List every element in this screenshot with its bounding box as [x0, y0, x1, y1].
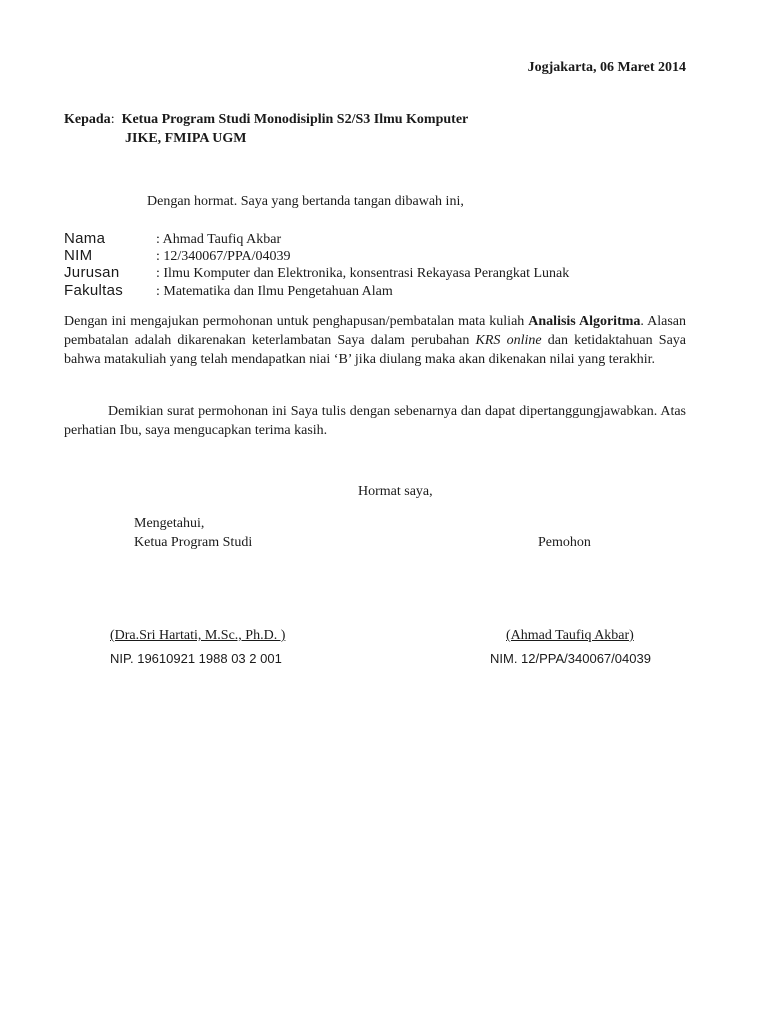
body-paragraph-1: [64, 312, 686, 369]
field-value-jurusan: : Ilmu Komputer dan Elektronika, konsentrasi Rekayasa Perangkat Lunak: [156, 266, 570, 281]
field-label-nim: NIM: [64, 247, 93, 264]
acknowledger-title: Ketua Program Studi: [134, 535, 253, 550]
letter-date: Jogjakarta, 06 Maret 2014: [527, 60, 686, 75]
body1-text-1: Dengan ini mengajukan permohonan untuk penghapusan/pembatalan mata kuliah: [64, 314, 529, 329]
field-value-fakultas: : Matematika dan Ilmu Pengetahuan Alam: [156, 284, 393, 299]
closing: Hormat saya,: [358, 484, 433, 499]
body-paragraph-2: [64, 402, 686, 440]
field-label-jurusan: Jurusan: [64, 264, 120, 281]
greeting: Dengan hormat. Saya yang bertanda tangan dibawah ini,: [147, 194, 464, 209]
krs-online: KRS online: [475, 333, 542, 348]
body1-text-3: dan ketidaktahuan Saya bahwa matakuliah yang telah mendapatkan niai ‘B’ jika diulang maka akan dikenakan nilai yang terakhir.: [64, 333, 687, 367]
body1-text-2: . Alasan pembatalan adalah dikarenakan keterlambatan Saya dalam perubahan: [64, 314, 687, 348]
acknowledger-name: (Dra.Sri Hartati, M.Sc., Ph.D. ): [110, 628, 286, 643]
acknowledger-id: NIP. 19610921 1988 03 2 001: [110, 651, 282, 666]
recipient-separator: :: [110, 112, 115, 127]
field-value-nim: : 12/340067/PPA/04039: [156, 249, 291, 264]
recipient-line1: Ketua Program Studi Monodisiplin S2/S3 Ilmu Komputer: [121, 112, 469, 127]
applicant-name: (Ahmad Taufiq Akbar): [506, 628, 634, 643]
acknowledger-line1: Mengetahui,: [134, 516, 205, 531]
field-label-nama: Nama: [64, 230, 106, 247]
field-label-fakultas: Fakultas: [64, 282, 124, 299]
recipient-line2: JIKE, FMIPA UGM: [125, 131, 247, 146]
field-value-nama: : Ahmad Taufiq Akbar: [156, 232, 282, 247]
applicant-title: Pemohon: [538, 535, 591, 550]
applicant-id: NIM. 12/PPA/340067/04039: [490, 651, 651, 666]
course-name: Analisis Algoritma: [528, 314, 641, 329]
body2-text: Demikian surat permohonan ini Saya tulis dengan sebenarnya dan dapat dipertanggungjawabkan. Atas perhatian Ibu, saya mengucapkan terima kasih.: [64, 404, 686, 438]
recipient-block: [64, 112, 468, 128]
recipient-prefix: Kepada: [64, 112, 111, 127]
